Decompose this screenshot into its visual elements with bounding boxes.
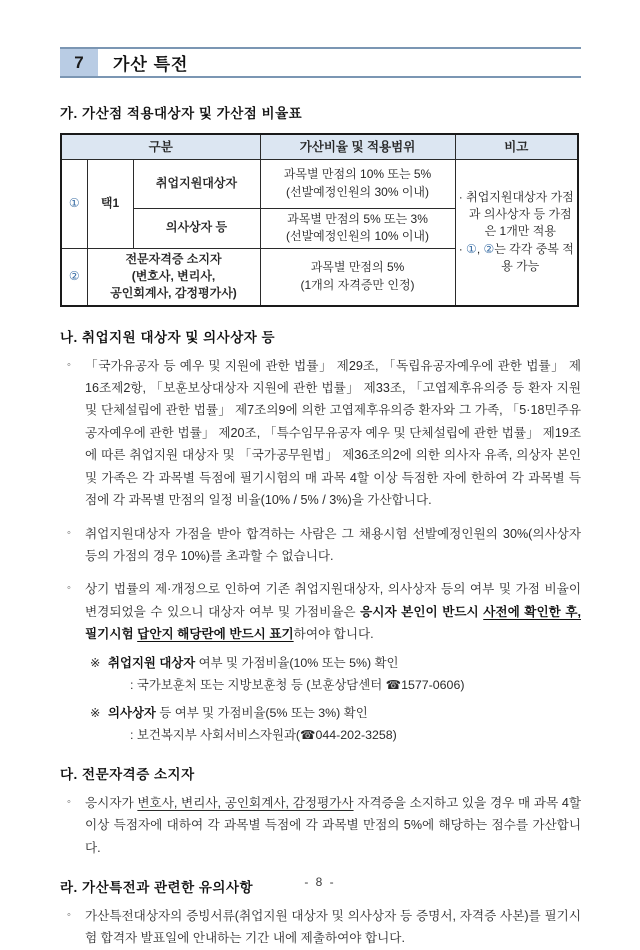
rate-line: (선발예정인원의 30% 이내) xyxy=(286,184,430,199)
note-item-1: · 취업지원대상자 가점과 의사상자 등 가점은 1개만 적용 xyxy=(458,189,574,239)
rate-line: 과목별 만점의 10% 또는 5% xyxy=(283,167,432,182)
paragraph-ra-1: ◦ 가산특전대상자의 증빙서류(취업지원 대상자 및 의사상자 등 증명서, 자격증 사본)를 필기시험 합격자 발표일에 안내하는 기간 내에 제출하여야 합니다. xyxy=(60,905,581,950)
bullet-icon: ◦ xyxy=(67,526,71,539)
paragraph-da-1: ◦ 응시자가 변호사, 변리사, 공인회계사, 감정평가사 자격증을 소지하고 있을 경우 매 과목 4할 이상 득점자에 대하여 각 과목별 득점에 각 과목별 만점의 5%에 해당하는 점수를 가산합니다. xyxy=(60,792,581,859)
page-number: - 8 - xyxy=(304,875,336,889)
heading-ra: 라. 가산특전과 관련한 유의사항 xyxy=(60,880,254,896)
header-note: 비고 xyxy=(455,134,578,159)
row1b-name: 의사상자 등 xyxy=(133,208,260,248)
page-title: 가산 특전 xyxy=(113,55,189,74)
header-gubun: 구분 xyxy=(61,134,260,159)
reference-note-1-contact: : 국가보훈처 또는 지방보훈청 등 (보훈상담센터 ☎1577-0606) xyxy=(130,677,465,692)
note-item-2: · ①, ②는 각각 중복 적용 가능 xyxy=(458,241,574,274)
table-header-row xyxy=(61,134,578,159)
rate-line: (1개의 자격증만 인정) xyxy=(300,277,415,292)
bullet-icon: ◦ xyxy=(67,795,71,808)
bullet-icon: ◦ xyxy=(67,358,71,371)
page-content xyxy=(60,0,581,950)
row1-choice: 택1 xyxy=(87,159,133,248)
row2-number: ② xyxy=(61,248,87,306)
heading-da: 다. 전문자격증 소지자 xyxy=(60,766,195,782)
reference-note-1: ※ 취업지원 대상자 여부 및 가점비율(10% 또는 5%) 확인 xyxy=(60,653,581,674)
rate-line: (선발예정인원의 10% 이내) xyxy=(286,229,430,243)
reference-mark-icon: ※ xyxy=(90,705,101,720)
section-number-box xyxy=(60,49,98,76)
paragraph-na-1: ◦ 「국가유공자 등 예우 및 지원에 관한 법률」 제29조, 「독립유공자예우에 관한 법률」 제16조제2항, 「보훈보상대상자 지원에 관한 법률」 제33조, 「고엽제후유의증 등 환자 지원 및 단체설립에 관한 법률」 제7조의9에 의한 고엽제후유의증 환자와 그 가족, 「5·18민주유공자예우에 관한 법률」 제20조, 「특수임무유공자 예우 및 단체설립에 관한 법률」 제19조에 따른 취업지원 대상자 및 「국가공무원법」 제36조의2에 의한 의사자 유족, 의상자 본인 및 가족은 각 과목별 득점에 필기시험의 매 과목 4할 이상 득점한 자에 한하여 각 과목별 득점에 각 과목별 만점의 일정 비율(10% / 5% / 3%)을 가산합니다. xyxy=(60,355,581,512)
bonus-rate-table xyxy=(60,133,579,307)
heading-na: 나. 취업지원 대상자 및 의사상자 등 xyxy=(60,329,276,345)
row2-rate xyxy=(260,248,455,306)
row1a-name: 취업지원대상자 xyxy=(133,159,260,208)
heading-ga: 가. 가산점 적용대상자 및 가산점 비율표 xyxy=(60,106,303,121)
reference-mark-icon: ※ xyxy=(90,655,101,670)
bullet-icon: ◦ xyxy=(67,582,71,595)
row1a-rate xyxy=(260,159,455,208)
table-row xyxy=(61,159,578,208)
row1b-rate xyxy=(260,208,455,248)
paragraph-na-2: ◦ 취업지원대상자 가점을 받아 합격하는 사람은 그 채용시험 선발예정인원의 30%(의사상자 등의 가점의 경우 10%)를 초과할 수 없습니다. xyxy=(60,523,581,568)
note-cell xyxy=(455,159,578,306)
header-rate: 가산비율 및 적용범위 xyxy=(260,134,455,159)
reference-note-2-contact: : 보건복지부 사회서비스자원과(☎044-202-3258) xyxy=(130,727,397,742)
paragraph-na-3: ◦ 상기 법률의 제·개정으로 인하여 기존 취업지원대상자, 의사상자 등의 여부 및 가점 비율이 변경되었을 수 있으니 대상자 여부 및 가점비율은 응시자 본인이 반드시 사전에 확인한 후, 필기시험 답안지 해당란에 반드시 표기하여야 합니다. xyxy=(60,578,581,645)
row1-number: ① xyxy=(61,159,87,248)
reference-note-2: ※ 의사상자 등 여부 및 가점비율(5% 또는 3%) 확인 xyxy=(60,703,581,724)
rate-line: 과목별 만점의 5% xyxy=(310,260,405,275)
row2-name: 전문자격증 소지자 (변호사, 변리사, 공인회계사, 감정평가사) xyxy=(87,248,260,306)
rate-line: 과목별 만점의 5% 또는 3% xyxy=(287,211,428,226)
section-number: 7 xyxy=(74,52,84,72)
section-title-bar xyxy=(60,47,581,78)
bullet-icon: ◦ xyxy=(67,909,71,922)
